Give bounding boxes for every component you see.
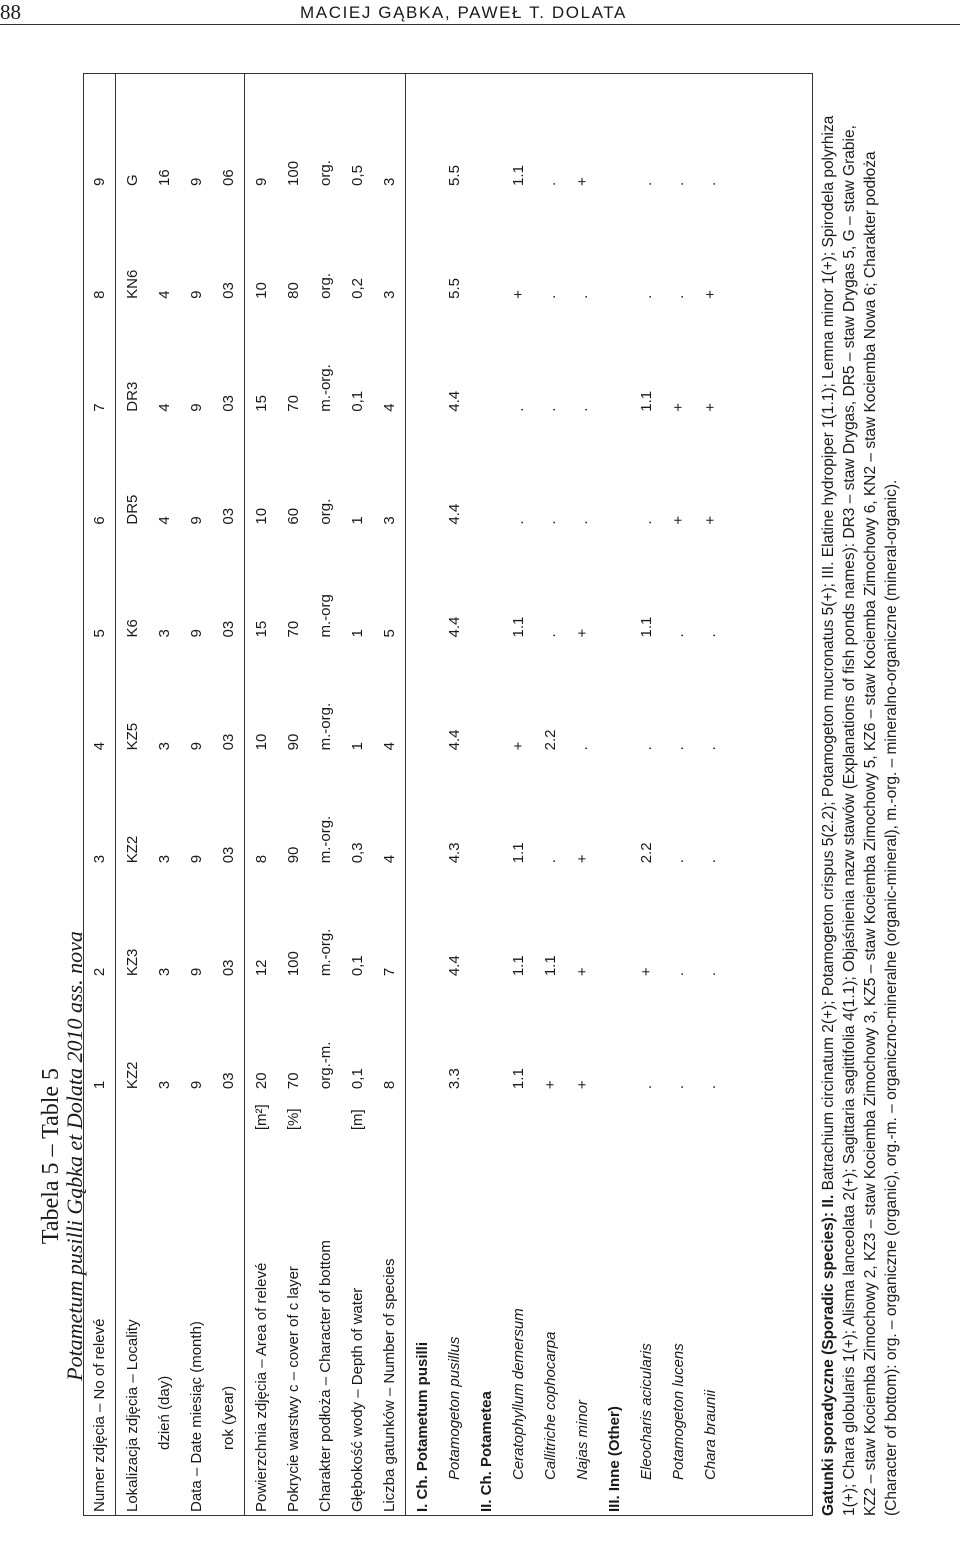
cell-value: 10 xyxy=(252,733,270,751)
species-unit-spacer xyxy=(534,1089,566,1130)
cell-value: . xyxy=(541,294,559,299)
cell-value: m.-org. xyxy=(316,702,334,751)
cell-value: 1.1 xyxy=(509,955,527,977)
cell-value: K6 xyxy=(123,619,141,638)
cell-value: 1.1 xyxy=(509,1068,527,1090)
cell-value: 03 xyxy=(212,976,245,1089)
cell-value: + xyxy=(573,177,591,186)
cell-value: . xyxy=(637,294,655,299)
cell-value: 70 xyxy=(284,395,302,412)
cell-value: 100 xyxy=(284,951,302,977)
cell-value: 15 xyxy=(252,395,270,412)
section-row xyxy=(406,73,439,1516)
cell-value: KZ2 xyxy=(123,835,141,864)
page-header xyxy=(0,0,960,26)
row-label: Powierzchnia zdjęcia – Area of relevé xyxy=(252,1262,270,1512)
cell-value: . xyxy=(541,520,559,525)
cell-value: 2.2 xyxy=(637,842,655,864)
cell-value: 90 xyxy=(284,733,302,751)
cell-value: . xyxy=(637,1084,655,1090)
cell-value: . xyxy=(701,746,719,751)
cell-value: 0,2 xyxy=(348,277,366,299)
footnote-text: Batrachium circinatum 2(+); Potamogeton crispus 5(2.2); Potamogeton mucronatus 5(+); III. Elatine hydropiper 1(1.1); Lemna minor 1(+); Spirodela polyrhiza 1(+); Chara globularis 1(+); Alisma lanceolata 2(+); Sagittaria sagittifolia 4(1.1); Objaśnienia nazw stawów (Explanations of fish ponds names): DR3 – staw Drygas, DR5 – staw Drygas 5, G – staw Grabie, KZ2 – staw Kociemba Zimochowy 2, KZ3 – staw Kociemba Zimochowy 3, KZ5 – staw Kociemba Zimochowy 5, KZ6 – staw Kociemba Zimochowy 6, KN2 – staw Kociemba Nowa 6; Charakter podłoża (Character of bottom): org. – organiczne (organic), org.-m. – organiczno-mineralne (organic-mineral), m.-org. – mineralno-organiczne (mineral-organic). xyxy=(820,115,900,1516)
cell-value: 1.1 xyxy=(637,616,655,638)
cell-value: org. xyxy=(316,160,334,186)
species-name: Ceratophyllum demersum xyxy=(509,1308,527,1480)
section-title: II. Ch. Potametea xyxy=(477,1391,495,1512)
species-row xyxy=(566,73,598,1516)
cell-value: 4 xyxy=(155,290,173,299)
cell-value: + xyxy=(573,1080,591,1090)
cell-value: 9 xyxy=(187,967,205,977)
cell-value: + xyxy=(541,1080,559,1090)
species-row xyxy=(502,73,534,1516)
cell-value: 03 xyxy=(212,638,245,751)
section-title: I. Ch. Potametum pusilli xyxy=(413,1341,431,1512)
cell-value: 7 xyxy=(83,299,116,412)
cell-value: 03 xyxy=(212,412,245,525)
row-unit: [%] xyxy=(284,1108,302,1131)
cell-value: 100 xyxy=(284,160,302,186)
cell-value: 3 xyxy=(83,750,116,863)
cell-value: 1.1 xyxy=(637,390,655,412)
footnote-lead: Gatunki sporadyczne (Sporadic species): II. xyxy=(820,1194,837,1516)
row-unit xyxy=(373,1089,406,1130)
header-row xyxy=(341,73,373,1516)
species-name: Eleocharis acicularis xyxy=(637,1343,655,1480)
cell-value: 03 xyxy=(212,186,245,299)
species-name: Callitriche cophocarpa xyxy=(541,1331,559,1480)
cell-value: 9 xyxy=(187,290,205,299)
cell-value: 3 xyxy=(155,629,173,638)
cell-value: 3 xyxy=(373,73,406,186)
cell-value: 03 xyxy=(212,863,245,976)
species-name: Chara braunii xyxy=(701,1389,719,1480)
caption-line-1: Tabela 5 – Table 5 xyxy=(38,1067,64,1245)
section-title: III. Inne (Other) xyxy=(605,1406,623,1512)
cell-value: 70 xyxy=(284,1072,302,1090)
releve-table xyxy=(83,73,726,1516)
species-unit-spacer xyxy=(694,1089,726,1130)
species-name: Potamogeton pusillus xyxy=(445,1336,463,1480)
cell-value: 9 xyxy=(187,403,205,412)
caption-line-2: Potametum pusilli Gąbka et Dolata 2010 ass. nova xyxy=(62,931,87,1381)
header-row xyxy=(309,73,341,1516)
species-unit-spacer xyxy=(502,1089,534,1130)
row-label: Charakter podłoża – Character of bottom xyxy=(316,1240,334,1512)
cell-value: KN6 xyxy=(123,269,141,299)
section-row xyxy=(598,73,630,1516)
cell-value: 1.1 xyxy=(509,165,527,186)
species-name: Potamogeton lucens xyxy=(669,1343,687,1480)
row-unit xyxy=(212,1089,245,1130)
cell-value: m.-org xyxy=(316,594,334,638)
species-row xyxy=(662,73,694,1516)
cell-value: . xyxy=(701,1084,719,1090)
row-label: Pokrycie warstwy c – cover of c layer xyxy=(284,1266,302,1512)
cell-value: 8 xyxy=(83,186,116,299)
cell-value: 9 xyxy=(187,629,205,638)
cell-value: 7 xyxy=(373,863,406,976)
cell-value: 80 xyxy=(284,282,302,299)
cell-value: 1 xyxy=(348,516,366,525)
cell-value: 0,3 xyxy=(348,842,366,864)
cell-value: 4 xyxy=(373,750,406,863)
cell-value: 3 xyxy=(373,186,406,299)
row-unit xyxy=(116,1089,149,1130)
header-row xyxy=(245,73,278,1516)
cell-value: 9 xyxy=(187,742,205,751)
cell-value: KZ5 xyxy=(123,722,141,751)
cell-value: org. xyxy=(316,498,334,525)
cell-value: 3 xyxy=(373,412,406,525)
cell-value: 9 xyxy=(187,516,205,525)
cell-value: 8 xyxy=(252,854,270,864)
cell-value: + xyxy=(669,515,687,525)
cell-value: 03 xyxy=(212,525,245,638)
cell-value: 3 xyxy=(155,967,173,977)
page-number: 88 xyxy=(0,0,21,24)
row-unit xyxy=(83,1089,116,1130)
cell-value: m.-org. xyxy=(316,364,334,412)
cell-value: KZ2 xyxy=(123,1061,141,1090)
cell-value: 4.4 xyxy=(445,503,463,525)
cell-value: 10 xyxy=(252,282,270,299)
header-row xyxy=(148,73,180,1516)
species-unit-spacer xyxy=(630,1089,662,1130)
cell-value: 1 xyxy=(348,629,366,638)
header-row xyxy=(212,73,245,1516)
row-label: rok (year) xyxy=(212,1130,245,1516)
species-row xyxy=(630,73,662,1516)
header-row xyxy=(373,73,406,1516)
header-row xyxy=(83,73,116,1516)
row-unit: [m] xyxy=(348,1109,366,1131)
cell-value: 6 xyxy=(83,412,116,525)
cell-value: . xyxy=(701,859,719,864)
cell-value: 4.4 xyxy=(445,729,463,751)
cell-value: 03 xyxy=(212,750,245,863)
cell-value: 2 xyxy=(83,863,116,976)
cell-value: 4 xyxy=(373,299,406,412)
species-unit-spacer xyxy=(566,1089,598,1130)
running-header-authors: MACIEJ GĄBKA, PAWEŁ T. DOLATA xyxy=(300,3,627,22)
cell-value: 3 xyxy=(155,742,173,751)
species-unit-spacer xyxy=(662,1089,694,1130)
species-name: Najas minor xyxy=(573,1399,591,1480)
cell-value: 8 xyxy=(373,976,406,1089)
cell-value: + xyxy=(701,515,719,525)
cell-value: 4.4 xyxy=(445,390,463,412)
cell-value: 5.5 xyxy=(445,165,463,186)
cell-value: 3.3 xyxy=(445,1068,463,1090)
header-row xyxy=(116,73,149,1516)
cell-value: + xyxy=(573,967,591,977)
cell-value: . xyxy=(573,294,591,299)
cell-value: 4 xyxy=(155,516,173,525)
cell-value: 0,1 xyxy=(348,955,366,977)
species-unit-spacer xyxy=(438,1089,470,1130)
cell-value: 4.3 xyxy=(445,842,463,864)
cell-value: 5.5 xyxy=(445,277,463,299)
cell-value: org.-m. xyxy=(316,1041,334,1090)
row-label: Numer zdjęcia – No of relevé xyxy=(83,1130,116,1516)
row-label: Liczba gatunków – Number of species xyxy=(373,1130,406,1516)
row-label: dzień (day) xyxy=(155,1375,173,1450)
cell-value: . xyxy=(573,407,591,412)
species-row xyxy=(438,73,470,1516)
row-unit: [m²] xyxy=(252,1104,270,1131)
rotated-table-page xyxy=(38,96,898,1516)
cell-value: 16 xyxy=(155,169,173,186)
cell-value: 0,1 xyxy=(348,1068,366,1090)
row-label: Głębokość wody – Depth of water xyxy=(348,1287,366,1512)
cell-value: 1.1 xyxy=(509,842,527,864)
cell-value: DR3 xyxy=(123,381,141,412)
section-row xyxy=(470,73,502,1516)
cell-value: 9 xyxy=(83,73,116,186)
cell-value: . xyxy=(669,859,687,864)
cell-value: + xyxy=(573,628,591,638)
species-row xyxy=(694,73,726,1516)
cell-value: 20 xyxy=(252,1072,270,1090)
species-row xyxy=(534,73,566,1516)
cell-value: 12 xyxy=(252,959,270,977)
row-unit xyxy=(309,1089,341,1130)
cell-value: 3 xyxy=(155,1080,173,1090)
cell-value: 1.1 xyxy=(509,616,527,638)
cell-value: 5 xyxy=(373,525,406,638)
cell-value: . xyxy=(573,746,591,751)
cell-value: 60 xyxy=(284,507,302,525)
cell-value: G xyxy=(123,174,141,186)
cell-value: 5 xyxy=(83,525,116,638)
cell-value: 03 xyxy=(212,299,245,412)
cell-value: . xyxy=(669,294,687,299)
cell-value: 1.1 xyxy=(541,955,559,977)
cell-value: . xyxy=(669,181,687,186)
cell-value: 0,5 xyxy=(348,165,366,186)
cell-value: . xyxy=(701,972,719,977)
header-row xyxy=(180,73,212,1516)
cell-value: 2.2 xyxy=(541,729,559,751)
cell-value: 0,1 xyxy=(348,390,366,412)
cell-value: 4 xyxy=(155,403,173,412)
cell-value: . xyxy=(701,181,719,186)
cell-value: 70 xyxy=(284,620,302,638)
cell-value: 4 xyxy=(83,638,116,751)
table-footnote xyxy=(818,96,902,1516)
cell-value: . xyxy=(509,407,527,412)
row-label: Lokalizacja zdjęcia – Locality xyxy=(123,1319,141,1512)
cell-value: + xyxy=(637,967,655,977)
cell-value: . xyxy=(637,181,655,186)
row-label: Data – Date miesiąc (month) xyxy=(187,1321,205,1512)
cell-value: DR5 xyxy=(123,494,141,525)
cell-value: 06 xyxy=(212,73,245,186)
cell-value: org. xyxy=(316,272,334,299)
cell-value: . xyxy=(541,633,559,638)
cell-value: . xyxy=(541,859,559,864)
cell-value: . xyxy=(669,633,687,638)
header-row xyxy=(277,73,309,1516)
cell-value: 10 xyxy=(252,507,270,525)
cell-value: . xyxy=(573,520,591,525)
cell-value: . xyxy=(637,746,655,751)
cell-value: 1 xyxy=(348,742,366,751)
cell-value: 90 xyxy=(284,846,302,864)
cell-value: . xyxy=(669,972,687,977)
cell-value: . xyxy=(669,746,687,751)
row-unit xyxy=(180,1089,212,1130)
row-unit xyxy=(148,1089,180,1130)
cell-value: + xyxy=(669,402,687,412)
cell-value: 4.4 xyxy=(445,955,463,977)
cell-value: + xyxy=(573,854,591,864)
cell-value: + xyxy=(509,290,527,299)
cell-value: . xyxy=(669,1084,687,1090)
cell-value: 3 xyxy=(155,854,173,864)
cell-value: 9 xyxy=(187,854,205,864)
cell-value: . xyxy=(541,181,559,186)
cell-value: KZ3 xyxy=(123,948,141,977)
cell-value: . xyxy=(637,520,655,525)
cell-value: m.-org. xyxy=(316,815,334,864)
cell-value: 9 xyxy=(187,177,205,186)
cell-value: 9 xyxy=(187,1080,205,1090)
cell-value: 1 xyxy=(83,976,116,1089)
cell-value: m.-org. xyxy=(316,928,334,977)
cell-value: + xyxy=(701,402,719,412)
cell-value: . xyxy=(701,633,719,638)
cell-value: 15 xyxy=(252,620,270,638)
cell-value: . xyxy=(509,520,527,525)
cell-value: 9 xyxy=(252,177,270,186)
cell-value: + xyxy=(701,290,719,299)
cell-value: 4.4 xyxy=(445,616,463,638)
cell-value: + xyxy=(509,741,527,751)
header-rule xyxy=(0,24,960,25)
cell-value: 4 xyxy=(373,638,406,751)
cell-value: . xyxy=(541,407,559,412)
